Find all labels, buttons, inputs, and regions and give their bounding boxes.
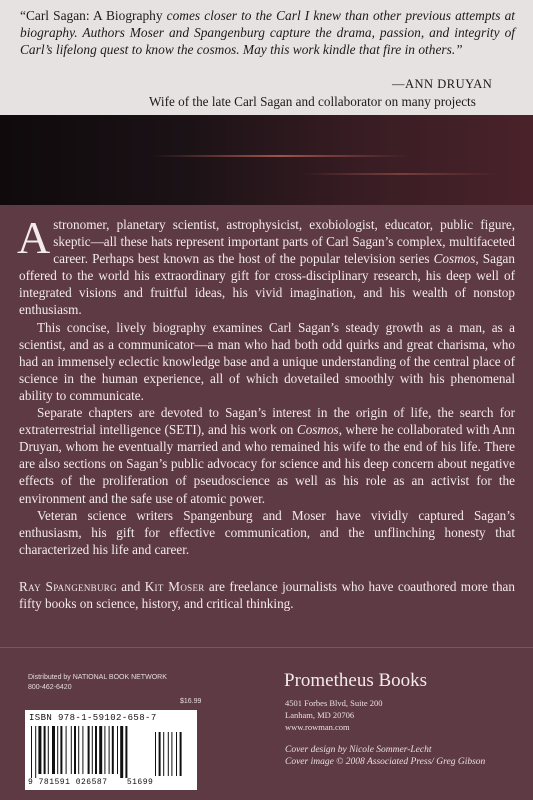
quote-part1: “Carl Sagan: A Biography xyxy=(20,8,167,23)
author-bio xyxy=(19,578,515,612)
barcode-addon-bar xyxy=(171,732,172,776)
barcode-bar xyxy=(92,726,93,774)
author-name-2: Kit Moser xyxy=(144,579,205,594)
barcode-addon-bar xyxy=(180,732,182,776)
barcode-bar xyxy=(71,726,72,774)
body-paragraph-1 xyxy=(17,212,515,319)
barcode-bars xyxy=(31,726,191,778)
body-paragraph-2: This concise, lively biography examines Carl Sagan’s steady growth as a man, as a scientist, and as a communicator—a man who had both odd quirks and great charisma, who had an immensely eclectic knowledge base and a unique understanding of the central place of science in the human experience, all of which dovetailed smoothly with his phenomenal ability to communicate. xyxy=(19,319,515,403)
price: $16.99 xyxy=(180,698,202,705)
barcode-bar xyxy=(57,726,58,774)
p1-text-a: stronomer, planetary scientist, astrophysicist, exobiologist, educator, public figure, skeptic—all these hats represent important parts of Carl Sagan’s complex, multifaceted career. Perhaps best known as the host of the popular television series xyxy=(53,217,515,267)
barcode-bar xyxy=(104,726,105,774)
cover-credits xyxy=(285,744,485,768)
publisher-name: Prometheus Books xyxy=(284,670,428,691)
barcode-addon-digits: 51699 xyxy=(126,778,154,787)
cover-design-credit: Cover design by Nicole Sommer-Lecht xyxy=(285,745,432,755)
publisher-address-line1: 4501 Forbes Blvd, Suite 200 xyxy=(285,698,383,708)
barcode-addon-bar xyxy=(176,732,177,776)
barcode-addon-bar xyxy=(168,732,169,776)
divider xyxy=(0,647,533,648)
barcode-addon-bar xyxy=(159,732,161,776)
publisher-address-line2: Lanham, MD 20706 xyxy=(285,710,355,720)
author-name-1: Ray Spangenburg xyxy=(19,579,117,594)
barcode-bar xyxy=(74,726,76,774)
barcode-addon-bar xyxy=(163,732,164,776)
cover-image-credit: Cover image © 2008 Associated Press/ Greg Gibson xyxy=(285,757,486,767)
distributor-info xyxy=(28,673,167,693)
author-and: and xyxy=(116,579,145,594)
barcode xyxy=(25,710,197,790)
barcode-bar xyxy=(52,726,55,774)
barcode-bar xyxy=(66,726,67,774)
photo-light-streak xyxy=(300,173,500,175)
barcode-bar xyxy=(38,726,41,774)
barcode-bar xyxy=(48,726,49,774)
body-paragraph-4: Veteran science writers Spangenburg and Moser have vividly captured Sagan’s enthusiasm, his gift for effective communication, and the unflinching honesty that characterized his life and career. xyxy=(19,507,515,557)
barcode-bar xyxy=(82,726,83,774)
p3-title: Cosmos xyxy=(296,422,339,438)
barcode-addon-bar xyxy=(155,732,156,776)
barcode-bar xyxy=(60,726,62,774)
barcode-bar xyxy=(99,726,102,774)
barcode-bar xyxy=(109,726,110,774)
distributor-phone: 800-462-6420 xyxy=(28,684,72,691)
isbn-label: ISBN 978-1-59102-658-7 xyxy=(29,713,157,723)
barcode-bar xyxy=(117,726,118,774)
publisher-website: www.rowman.com xyxy=(285,722,350,732)
description-body xyxy=(17,212,516,558)
barcode-bar xyxy=(35,726,36,778)
endorsement-quote xyxy=(20,7,515,58)
barcode-bar xyxy=(125,726,127,778)
quote-attribution-description: Wife of the late Carl Sagan and collaborator on many projects xyxy=(149,94,476,109)
barcode-bar xyxy=(31,726,32,778)
barcode-main-digits: 9 781591 026587 xyxy=(28,778,108,787)
p3-text-a: Separate chapters are devoted to Sagan’s interest in the origin of life, the search for extraterrestrial intelligence (SETI), and his work on xyxy=(19,405,515,438)
cover-photo-strip xyxy=(0,115,533,205)
quote-part2: comes closer to the Carl I knew than other previous attempts at biography. Authors Moser and Spangenburg capture the drama, passion, and integrity of Carl’s lifelong quest to know the cosmos. May this work kindle that fire in others.” xyxy=(20,8,515,57)
p1-text-b: , Sagan offered to the world his extraordinary gift for cross-disciplinary research, his deep well of integrated visions and fruitful ideas, his vivid imagination, and his wealth of nonstop enthusiasm. xyxy=(19,251,515,318)
publisher-address xyxy=(285,697,383,733)
endorsement-band xyxy=(0,0,533,115)
photo-light-streak xyxy=(150,155,410,157)
barcode-bar xyxy=(44,726,46,774)
p1-title: Cosmos xyxy=(433,251,476,267)
body-paragraph-3 xyxy=(19,404,515,507)
p3-text-b: , where he collaborated with Ann Druyan, whom he eventually married and who remained his wife to the end of his life. There are also sections on Sagan’s public advocacy for science and his deep concern about negative effects of the proliferation of pseudoscience as well as his role as an activist for the environment and the safe use of atomic power. xyxy=(19,422,516,506)
quote-attribution: —ANN DRUYAN xyxy=(392,77,493,91)
barcode-bar xyxy=(78,726,79,774)
barcode-bar xyxy=(95,726,97,774)
barcode-bar xyxy=(88,726,90,774)
barcode-bar xyxy=(120,726,123,778)
barcode-digits xyxy=(28,778,153,787)
drop-cap: A xyxy=(17,212,51,263)
distributor-line: Distributed by NATIONAL BOOK NETWORK xyxy=(28,674,167,681)
author-bio-text: are freelance journalists who have coauthored more than fifty books on science, history, and critical thinking. xyxy=(19,579,516,612)
barcode-bar xyxy=(112,726,114,774)
